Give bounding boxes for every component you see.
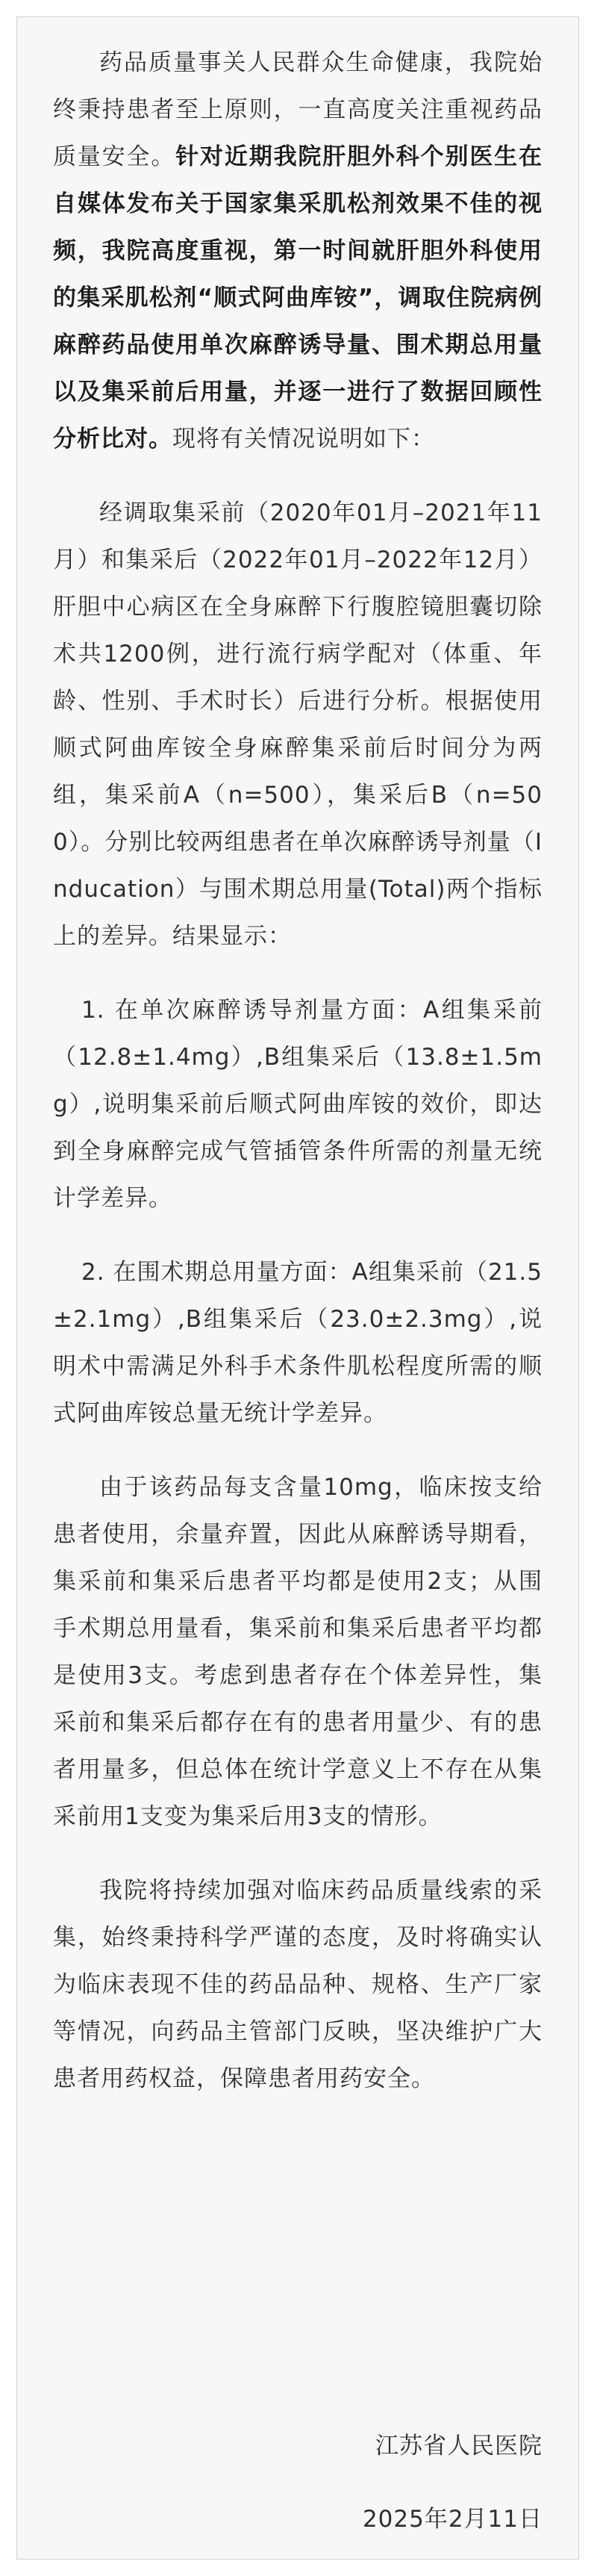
paragraph-dosage-explanation: 由于该药品每支含量10mg，临床按支给患者使用，余量弃置，因此从麻醉诱导期看，集采前和集采后患者平均都是使用2支；从围手术期总用量看，集采前和集采后患者平均都是使用3支。考虑到患者存在个体差异性，集采前和集采后都存在有的患者用量少、有的患者用量多，但总体在统计学意义上不存在从集采前用1支变为集采后用3支的情形。 [53,1474,543,1830]
intro-closing-text: 现将有关情况说明如下： [172,426,435,452]
signature-date: 2025年2月11日 [362,2506,543,2533]
signature-organization: 江苏省人民医院 [375,2433,543,2460]
paragraph-intro [53,40,543,463]
intro-bold-text: 针对近期我院肝胆外科个别医生在自媒体发布关于国家集采肌松剂效果不佳的视频，我院高度重视，第一时间就肝胆外科使用的集采肌松剂“顺式阿曲库铵”，调取住院病例麻醉药品使用单次麻醉诱导量、围术期总用量以及集采前后用量，并逐一进行了数据回顾性分析比对。 [53,143,543,452]
paragraph-result-total: 2. 在围术期总用量方面：A组集采前（21.5±2.1mg）,B组集采后（23.0±2.3mg）,说明术中需满足外科手术条件肌松程度所需的顺式阿曲库铵总量无统计学差异。 [53,1259,543,1427]
intro-plain-text: 药品质量事关人民群众生命健康，我院始终秉持患者至上原则，一直高度关注重视药品质量安全。 [53,49,543,170]
paragraph-data-method: 经调取集采前（2020年01月–2021年11月）和集采后（2022年01月–2022年12月）肝胆中心病区在全身麻醉下行腹腔镜胆囊切除术共1200例，进行流行病学配对（体重、年龄、性别、手术时长）后进行分析。根据使用顺式阿曲库铵全身麻醉集采前后时间分为两组，集采前A（n=500），集采后B（n=500）。分别比较两组患者在单次麻醉诱导剂量（Inducation）与围术期总用量(Total)两个指标上的差异。结果显示： [53,500,543,950]
notice-body [53,40,543,2129]
paragraph-commitment: 我院将持续加强对临床药品质量线索的采集，始终秉持科学严谨的态度，及时将确实认为临床表现不佳的药品品种、规格、生产厂家等情况，向药品主管部门反映，坚决维护广大患者用药权益，保障患者用药安全。 [53,1877,543,2092]
paragraph-result-induction: 1. 在单次麻醉诱导剂量方面：A组集采前（12.8±1.4mg）,B组集采后（13.8±1.5mg）,说明集采前后顺式阿曲库铵的效价，即达到全身麻醉完成气管插管条件所需的剂量无统计学差异。 [53,997,543,1212]
notice-frame [16,16,579,2560]
